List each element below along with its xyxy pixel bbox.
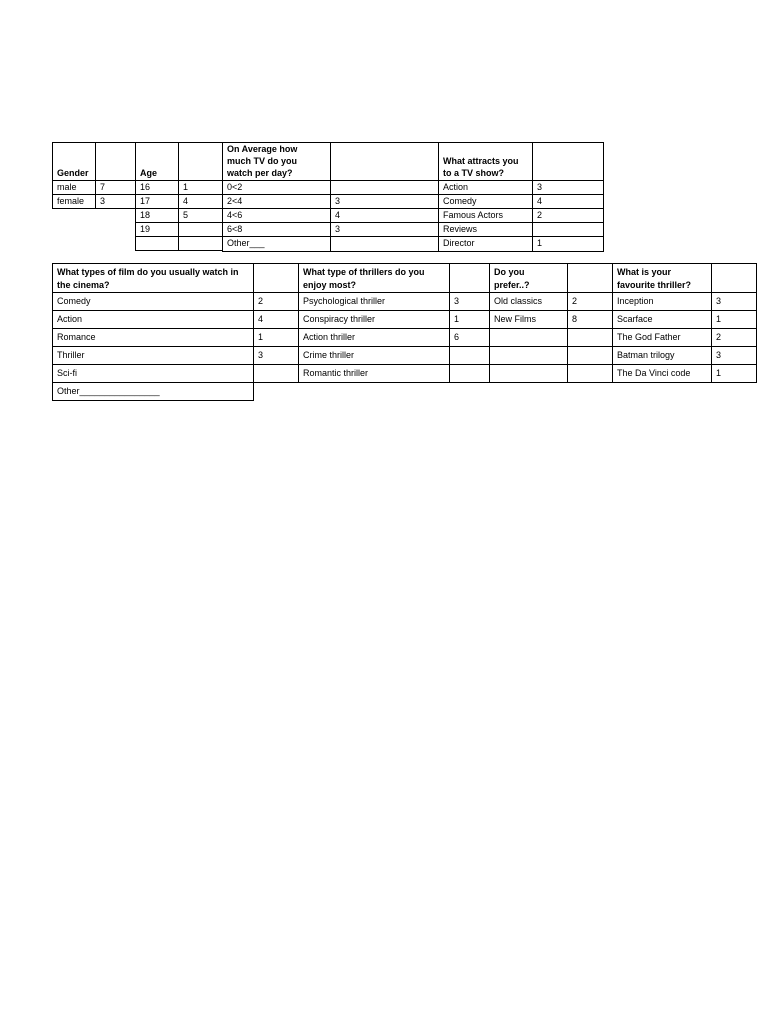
film-type-label: Action [57, 313, 83, 324]
age-count [178, 222, 222, 236]
age-label: 18 [140, 209, 151, 220]
table-rule [52, 382, 757, 383]
table-rule [178, 142, 179, 250]
header-tv-line1: On Average how [227, 143, 298, 154]
film-type-count: 3 [258, 349, 264, 360]
film-type-count: 4 [258, 313, 264, 324]
prefer-label: Old classics [494, 295, 543, 306]
thriller-type-count: 6 [454, 331, 460, 342]
header-favourite-line1: What is your [617, 266, 672, 277]
header-prefer-line1: Do you [494, 266, 525, 277]
gender-label: male [57, 181, 77, 192]
table-rule [711, 263, 712, 383]
film-type-label: Sci-fi [57, 367, 77, 378]
thriller-type-count: 3 [454, 295, 460, 306]
table-rule [253, 263, 254, 401]
attract-count [532, 222, 603, 236]
header-thriller-line2: enjoy most? [303, 279, 357, 290]
table-rule [52, 142, 53, 208]
prefer-count: 2 [572, 295, 578, 306]
thriller-type-count: 1 [454, 313, 460, 324]
table-rule [222, 251, 603, 252]
header-tv-line2: much TV do you [227, 155, 298, 166]
thriller-type-label: Romantic thriller [303, 367, 369, 378]
table-rule [330, 142, 331, 251]
age-label: 17 [140, 195, 151, 206]
gender-count: 7 [100, 181, 106, 192]
film-type-label: Romance [57, 331, 96, 342]
tv-hours-label: 4<6 [227, 209, 243, 220]
table-rule [135, 250, 222, 251]
table-rule [298, 263, 299, 383]
age-label: 19 [140, 223, 151, 234]
header-attracts-line1: What attracts you [443, 155, 519, 166]
gender-count: 3 [100, 195, 106, 206]
table-rule [756, 263, 757, 383]
gender-label: female [57, 195, 85, 206]
thriller-type-label: Psychological thriller [303, 295, 386, 306]
table-rule [52, 263, 53, 401]
header-film-line2: the cinema? [57, 279, 110, 290]
attract-label: Comedy [443, 195, 477, 206]
favourite-label: Scarface [617, 313, 653, 324]
attract-count: 3 [537, 181, 543, 192]
table-rule [603, 142, 604, 252]
favourite-count: 2 [716, 331, 722, 342]
film-type-label: Other________________ [57, 385, 160, 396]
thriller-type-label: Conspiracy thriller [303, 313, 376, 324]
attract-label: Action [443, 181, 469, 192]
table-rule [135, 142, 136, 250]
tv-hours-label: 6<8 [227, 223, 243, 234]
table-rule [52, 263, 757, 264]
thriller-type-label: Action thriller [303, 331, 356, 342]
favourite-count: 3 [716, 349, 722, 360]
film-type-count [253, 364, 298, 382]
thriller-type-label: Crime thriller [303, 349, 355, 360]
thriller-type-count [449, 364, 489, 382]
favourite-count: 1 [716, 313, 722, 324]
header-favourite-line2: favourite thriller? [617, 279, 692, 290]
attract-label: Famous Actors [443, 209, 504, 220]
tv-hours-label: 0<2 [227, 181, 243, 192]
tv-hours-label: 2<4 [227, 195, 243, 206]
table-rule [52, 328, 757, 329]
header-attracts-line2: to a TV show? [443, 167, 505, 178]
age-count: 4 [183, 195, 189, 206]
table-rule [52, 364, 757, 365]
table-rule [489, 263, 490, 383]
attract-label: Director [443, 237, 475, 248]
header-gender: Gender [57, 167, 89, 178]
film-type-count: 2 [258, 295, 264, 306]
favourite-label: Batman trilogy [617, 349, 675, 360]
tv-hours-count: 4 [335, 209, 341, 220]
favourite-label: The Da Vinci code [617, 367, 691, 378]
favourite-label: The God Father [617, 331, 681, 342]
header-prefer-line2: prefer..? [494, 279, 530, 290]
table-rule [52, 346, 757, 347]
table-rule [438, 142, 439, 251]
header-tv-line3: watch per day? [227, 167, 293, 178]
tv-hours-count: 3 [335, 223, 341, 234]
table-rule [612, 263, 613, 383]
table-rule [449, 263, 450, 383]
tv-hours-count [330, 180, 438, 194]
table-rule [95, 142, 96, 208]
table-rule [567, 263, 568, 383]
favourite-count: 1 [716, 367, 722, 378]
header-thriller-line1: What type of thrillers do you [303, 266, 425, 277]
header-age: Age [140, 167, 158, 178]
age-label: 16 [140, 181, 151, 192]
age-count: 1 [183, 181, 189, 192]
tv-hours-label: Other___ [227, 237, 265, 248]
attract-label: Reviews [443, 223, 478, 234]
favourite-count: 3 [716, 295, 722, 306]
prefer-label: New Films [494, 313, 536, 324]
film-type-label: Thriller [57, 349, 85, 360]
attract-count: 2 [537, 209, 543, 220]
attract-count: 4 [537, 195, 543, 206]
table-rule [52, 310, 757, 311]
tv-hours-count [330, 236, 438, 250]
table-rule [52, 292, 757, 293]
favourite-label: Inception [617, 295, 654, 306]
attract-count: 1 [537, 237, 543, 248]
thriller-type-count [449, 346, 489, 364]
tv-hours-count: 3 [335, 195, 341, 206]
film-type-label: Comedy [57, 295, 91, 306]
table-rule [52, 400, 254, 401]
film-type-count: 1 [258, 331, 264, 342]
header-film-line1: What types of film do you usually watch in [57, 266, 239, 277]
table-rule [222, 142, 223, 251]
prefer-count: 8 [572, 313, 578, 324]
age-count: 5 [183, 209, 189, 220]
table-rule [532, 142, 533, 251]
